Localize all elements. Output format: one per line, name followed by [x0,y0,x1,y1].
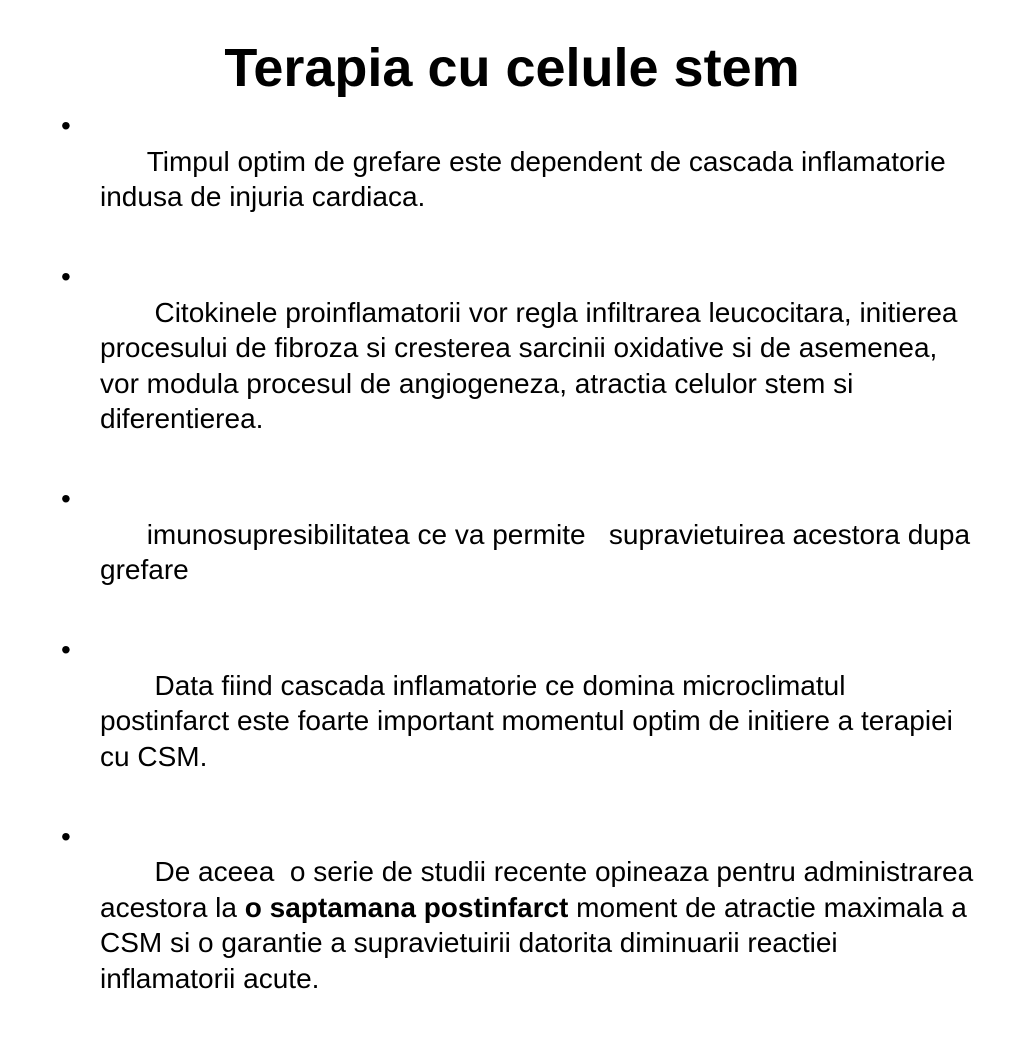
slide-title: Terapia cu celule stem [224,38,800,98]
bullet-item-2 [57,259,977,472]
bullet-text-1: Timpul optim de grefare este dependent de cascada inflamatorie indusa de injuria cardiaca. [100,145,954,212]
bullet-marker: • [61,261,71,292]
bullet-item-3 [57,481,977,623]
bullet-item-1 [57,108,977,250]
bullet-text-3: imunosupresibilitatea ce va permite supravietuirea acestora dupa grefare [100,518,978,585]
bullet-text-5-after: moment de atractie maximala a CSM si o garantie a supravietuirii datorita diminuarii reactiei inflamatorii acute. [100,891,975,994]
bullet-item-4 [57,632,977,810]
bullet-text-5-bold: o saptamana postinfarct [244,891,569,923]
bullet-text-2: Citokinele proinflamatorii vor regla infiltrarea leucocitara, initierea procesului de fibroza si cresterea sarcinii oxidative si de asemenea, vor modula procesul de angiogeneza, atractia celulor stem si diferentierea. [100,296,966,434]
bullet-list [57,108,981,1041]
bullet-marker: • [61,634,71,665]
bullet-item-5 [57,819,981,1032]
bullet-marker: • [61,483,71,514]
bullet-text-5-before: De aceea o serie de studii recente opineaza pentru administrarea acestora la [100,856,981,923]
bullet-marker: • [61,820,71,852]
bullet-marker: • [61,110,71,141]
bullet-text-4: Data fiind cascada inflamatorie ce domina microclimatul postinfarct este foarte important momentul optim de initiere a terapiei cu CSM. [100,669,961,772]
